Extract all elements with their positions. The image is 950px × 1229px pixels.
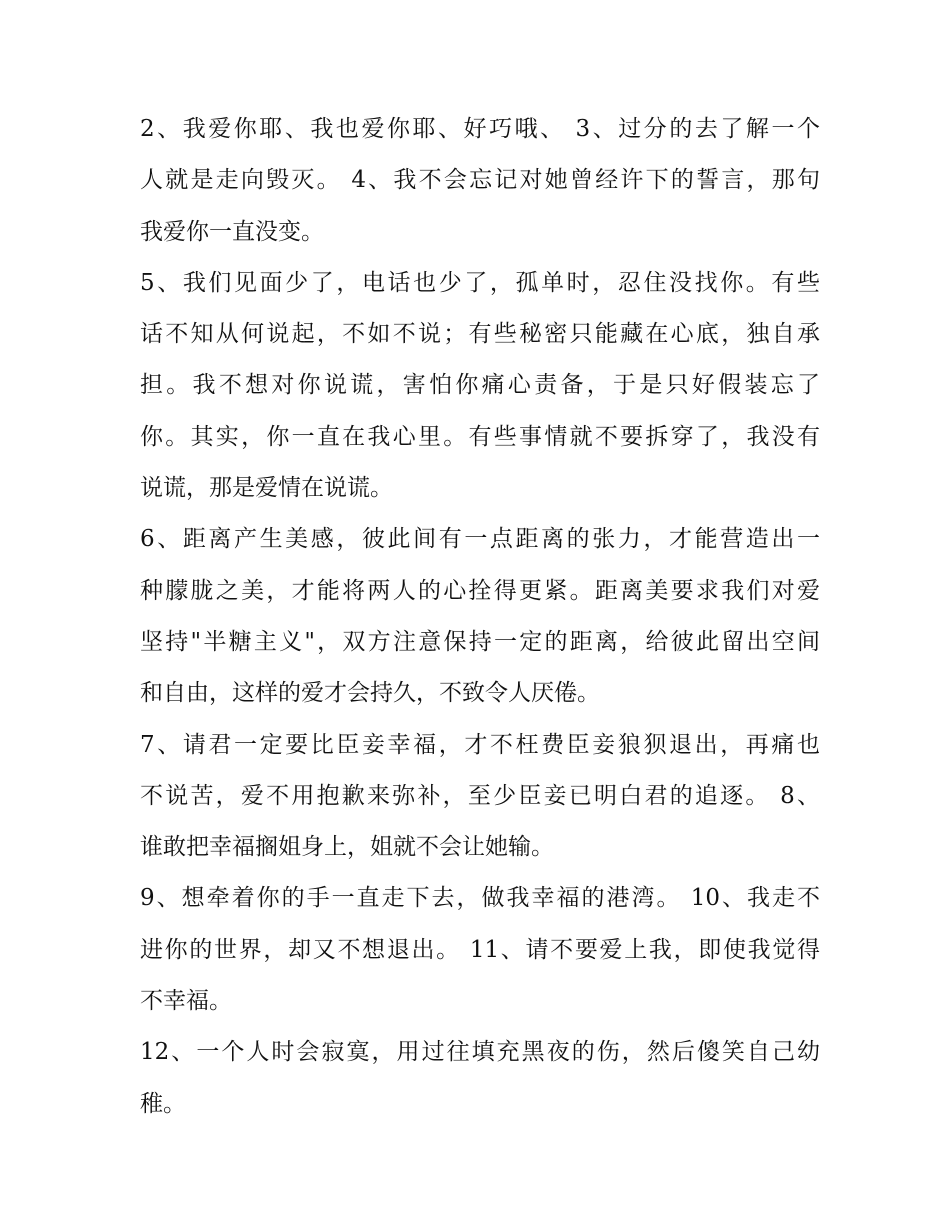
text-line: 9、想牵着你的手一直走下去，做我幸福的港湾。 10、我走不 [140, 885, 820, 912]
text-line: 你。其实，你一直在我心里。有些事情就不要拆穿了，我没有 [140, 423, 820, 450]
paragraph-6 [140, 514, 820, 719]
text-line: 和自由，这样的爱才会持久，不致令人厌倦。 [140, 680, 600, 707]
paragraph-9-11 [140, 873, 820, 1027]
paragraph-5 [140, 258, 820, 514]
text-line: 5、我们见面少了，电话也少了，孤单时，忍住没找你。有些 [140, 269, 820, 296]
paragraph-2-4 [140, 104, 820, 258]
text-line: 不说苦，爱不用抱歉来弥补，至少臣妾已明白君的追逐。 8、 [140, 782, 820, 809]
text-line: 2、我爱你耶、我也爱你耶、好巧哦、 3、过分的去了解一个 [140, 116, 820, 142]
text-line: 我爱你一直没变。 [140, 218, 324, 245]
text-line: 12、一个人时会寂寞，用过往填充黑夜的伤，然后傻笑自己幼 [140, 1039, 820, 1066]
text-line: 进你的世界，却又不想退出。 11、请不要爱上我，即使我觉得 [140, 936, 820, 963]
paragraph-12 [140, 1027, 820, 1130]
text-line: 6、距离产生美感，彼此间有一点距离的张力，才能营造出一 [140, 526, 820, 553]
text-line: 人就是走向毁灭。 4、我不会忘记对她曾经许下的誓言，那句 [140, 167, 820, 194]
text-line: 不幸福。 [140, 988, 232, 1015]
text-line: 坚持"半糖主义"，双方注意保持一定的距离，给彼此留出空间 [140, 628, 820, 655]
text-line: 担。我不想对你说谎，害怕你痛心责备，于是只好假装忘了 [140, 372, 820, 399]
text-line: 种朦胧之美，才能将两人的心拴得更紧。距离美要求我们对爱 [140, 577, 820, 604]
text-line: 谁敢把幸福搁姐身上，姐就不会让她输。 [140, 834, 554, 861]
text-line: 稚。 [140, 1090, 186, 1117]
text-line: 话不知从何说起，不如不说；有些秘密只能藏在心底，独自承 [140, 321, 820, 348]
document-body [140, 104, 820, 1130]
text-line: 7、请君一定要比臣妾幸福，才不枉费臣妾狼狈退出，再痛也 [140, 731, 820, 758]
text-line: 说谎，那是爱情在说谎。 [140, 475, 393, 502]
paragraph-7-8 [140, 720, 820, 874]
